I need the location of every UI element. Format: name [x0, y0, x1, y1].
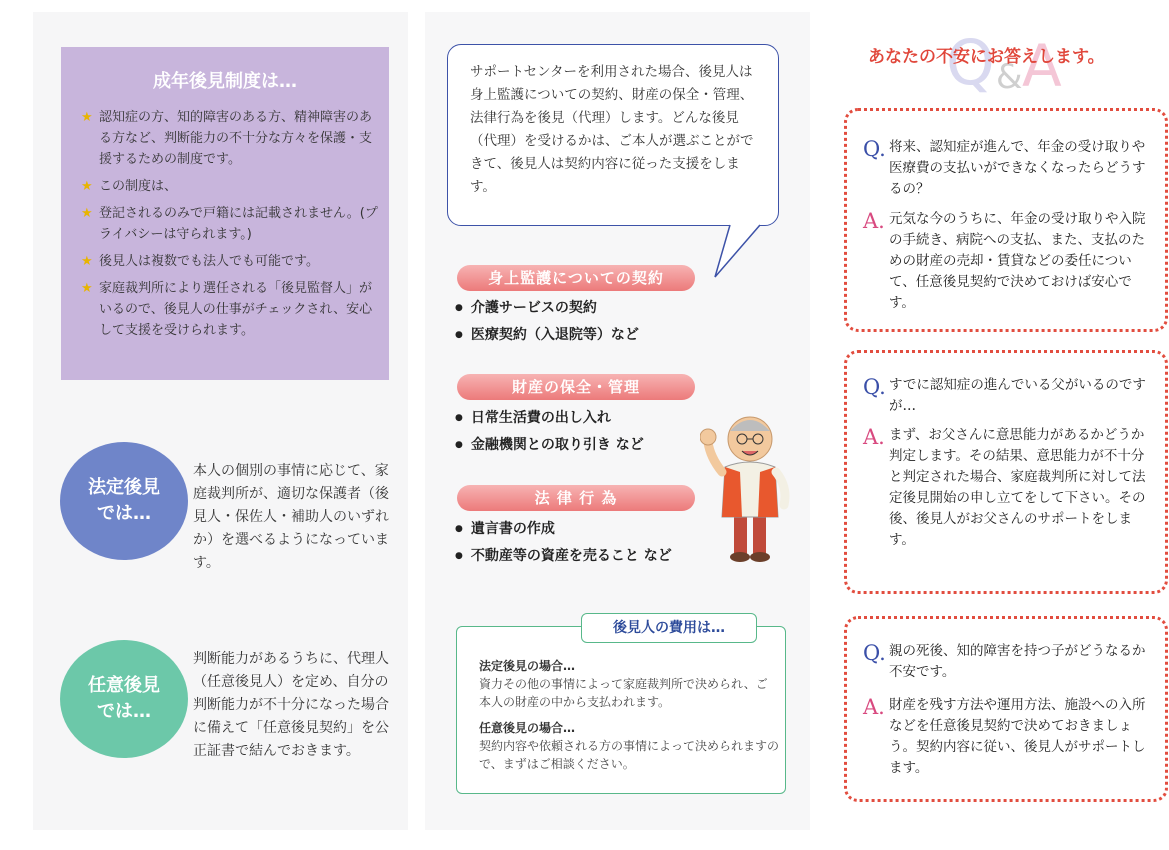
legal-guardianship-circle: 法定後見 では… — [60, 442, 188, 560]
star-icon: ★ — [81, 254, 93, 269]
speech-bubble — [447, 44, 779, 226]
list-item: ● 介護サービスの契約 — [455, 296, 639, 323]
guardianship-system-box — [61, 47, 389, 380]
qa-item — [844, 108, 1168, 332]
list-item: ● 医療契約（入退院等）など — [455, 323, 639, 350]
property-list — [455, 406, 644, 460]
cost-title: 後見人の費用は… — [581, 613, 757, 643]
bubble-text: サポートセンターを利用された場合、後見人は身上監護についての契約、財産の保全・管理、法律行為を後見（代理）します。どんな後見（代理）を受けるかは、ご本人が選ぶことができて、後見人は契約内容に従った支援をします。 — [470, 64, 754, 195]
left-panel — [33, 12, 408, 830]
list-item: ● 金融機関との取り引き など — [455, 433, 644, 460]
answer-mark-icon: A. — [863, 209, 885, 233]
section-title-legal-acts: 法 律 行 為 — [457, 485, 695, 511]
question: Q. すでに認知症の進んでいる父がいるのですが… — [863, 375, 1146, 414]
guardianship-system-title: 成年後見制度は… — [153, 71, 297, 92]
star-icon: ★ — [81, 206, 93, 221]
list-item: ★ 登記されるのみで戸籍には記載されません。(プライバシーは守られます。) — [81, 203, 381, 245]
elderly-man-illustration — [700, 397, 800, 567]
question-mark-icon: Q. — [863, 137, 886, 161]
question-mark-icon: Q. — [863, 641, 886, 665]
star-icon: ★ — [81, 179, 93, 194]
list-item: ★ この制度は、 — [81, 176, 381, 197]
cost-voluntary-heading: 任意後見の場合… — [479, 721, 576, 735]
legal-guardianship-text: 本人の個別の事情に応じて、家庭裁判所が、適切な保護者（後見人・保佐人・補助人のいずれか）を選べるようになっています。 — [193, 463, 389, 571]
qa-item — [844, 616, 1168, 802]
question: Q. 将来、認知症が進んで、年金の受け取りや医療費の支払いができなくなったらどうするの？ — [863, 137, 1146, 197]
question: Q. 親の死後、知的障害を持つ子がどうなるか不安です。 — [863, 641, 1146, 680]
list-item: ★ 家庭裁判所により選任される「後見監督人」がいるので、後見人の仕事がチェックされ、安心して支援を受けられます。 — [81, 278, 381, 341]
qa-item — [844, 350, 1168, 594]
question-mark-icon: Q. — [863, 375, 886, 399]
legal-acts-list — [455, 517, 672, 571]
voluntary-guardianship-text: 判断能力があるうちに、代理人（任意後見人）を定め、自分の判断能力が不十分になった場合に備えて「任意後見契約」を公正証書で結んでおきます。 — [193, 651, 389, 759]
middle-panel — [425, 12, 810, 830]
qa-logo-q: Q — [946, 26, 995, 96]
list-item: ★ 後見人は複数でも法人でも可能です。 — [81, 251, 381, 272]
right-panel — [828, 12, 1169, 830]
answer-mark-icon: A. — [863, 695, 885, 719]
answer: A. 財産を残す方法や運用方法、施設への入所などを任意後見契約で決めておきましょう。契約内容に従い、後見人がサポートします。 — [863, 695, 1146, 776]
voluntary-guardianship-circle: 任意後見 では… — [60, 640, 188, 758]
star-icon: ★ — [81, 281, 93, 296]
list-item: ★ 認知症の方、知的障害のある方、精神障害のある方など、判断能力の不十分な方々を保護・支援するための制度です。 — [81, 107, 381, 170]
answer: A. まず、お父さんに意思能力があるかどうか判定します。その結果、意思能力が不十分と判定された場合、家庭裁判所に対して法定後見開始の申し立てをして下さい。その後、後見人がお父さんのサポートをします。 — [863, 425, 1146, 548]
list-item: ● 日常生活費の出し入れ — [455, 406, 644, 433]
answer: A. 元気な今のうちに、年金の受け取りや入院の手続き、病院への支払、また、支払のための財産の売却・賃貸などの委任について、任意後見契約で決めておけば安心です。 — [863, 209, 1146, 311]
list-item: ● 遺言書の作成 — [455, 517, 672, 544]
cost-box — [456, 620, 786, 794]
qa-title: あなたの不安にお答えします。 — [868, 47, 1105, 67]
cost-legal-text: 資力その他の事情によって家庭裁判所で決められ、ご本人の財産の中から支払われます。 — [479, 677, 768, 709]
guardianship-system-list — [81, 107, 381, 347]
personal-care-list — [455, 296, 639, 350]
cost-legal-heading: 法定後見の場合… — [479, 659, 576, 673]
list-item: ● 不動産等の資産を売ること など — [455, 544, 672, 571]
section-title-personal-care: 身上監護についての契約 — [457, 265, 695, 291]
qa-logo-amp: & — [996, 57, 1023, 96]
answer-mark-icon: A. — [863, 425, 885, 449]
qa-logo-a: A — [1022, 32, 1062, 96]
star-icon: ★ — [81, 110, 93, 125]
section-title-property: 財産の保全・管理 — [457, 374, 695, 400]
cost-voluntary-text: 契約内容や依頼される方の事情によって決められますので、まずはご相談ください。 — [479, 739, 780, 771]
